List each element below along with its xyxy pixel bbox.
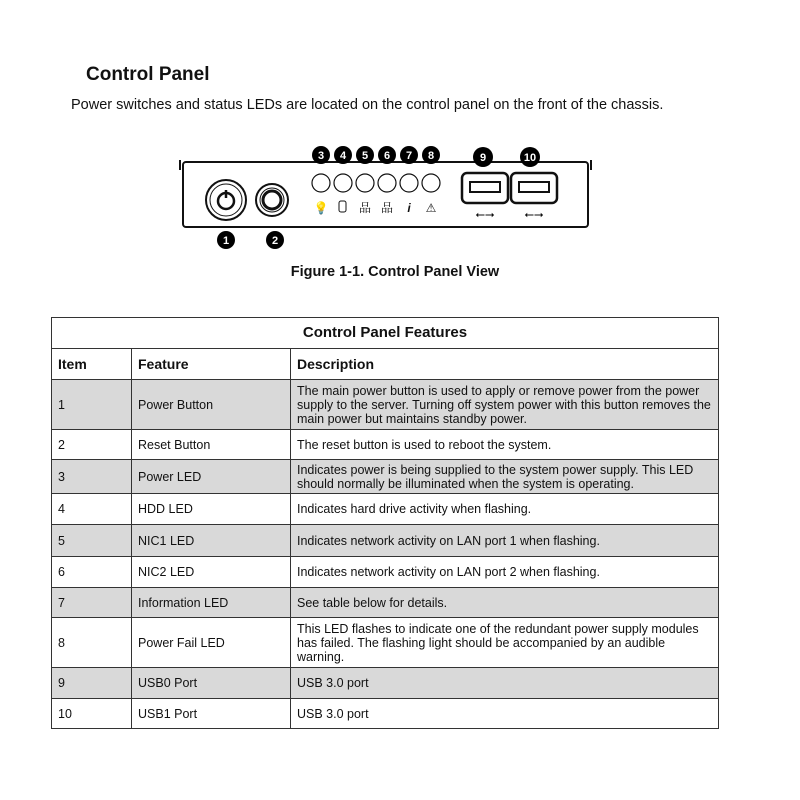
svg-text:8: 8 bbox=[427, 150, 435, 162]
svg-text:2: 2 bbox=[271, 235, 279, 247]
table-row bbox=[52, 430, 719, 460]
cell-desc: Indicates network activity on LAN port 2 when flashing. bbox=[291, 557, 719, 588]
header-feature: Feature bbox=[132, 349, 291, 380]
header-item: Item bbox=[52, 349, 132, 380]
cell-item: 2 bbox=[52, 430, 132, 460]
cell-feature: Power Fail LED bbox=[132, 618, 291, 668]
table-row bbox=[52, 618, 719, 668]
page-title: Control Panel bbox=[86, 64, 210, 85]
svg-text:7: 7 bbox=[405, 150, 413, 162]
power-fail-icon: ⚠ bbox=[425, 201, 437, 215]
svg-text:4: 4 bbox=[339, 150, 347, 162]
svg-text:5: 5 bbox=[361, 150, 369, 162]
network-icon: 品 bbox=[358, 201, 372, 215]
usb-icon: ⭠⭢ bbox=[524, 207, 544, 221]
cell-item: 1 bbox=[52, 380, 132, 430]
svg-text:3: 3 bbox=[317, 150, 325, 162]
table-row bbox=[52, 557, 719, 588]
cell-feature: Information LED bbox=[132, 588, 291, 618]
cell-feature: Power LED bbox=[132, 460, 291, 494]
table-row bbox=[52, 380, 719, 430]
cell-item: 3 bbox=[52, 460, 132, 494]
svg-text:9: 9 bbox=[479, 152, 487, 164]
cell-desc: USB 3.0 port bbox=[291, 699, 719, 729]
reset-button bbox=[256, 184, 288, 216]
table-row bbox=[52, 699, 719, 729]
power-button bbox=[206, 180, 246, 220]
features-table bbox=[51, 317, 719, 729]
table-row bbox=[52, 525, 719, 557]
cell-item: 6 bbox=[52, 557, 132, 588]
status-leds bbox=[312, 174, 440, 192]
info-icon: i bbox=[407, 201, 411, 215]
cell-item: 7 bbox=[52, 588, 132, 618]
cell-desc: USB 3.0 port bbox=[291, 668, 719, 699]
cell-item: 4 bbox=[52, 494, 132, 525]
hdd-icon bbox=[339, 201, 346, 212]
cell-item: 10 bbox=[52, 699, 132, 729]
cell-desc: Indicates network activity on LAN port 1 when flashing. bbox=[291, 525, 719, 557]
usb-icon: ⭠⭢ bbox=[475, 207, 495, 221]
cell-feature: NIC1 LED bbox=[132, 525, 291, 557]
cell-feature: Reset Button bbox=[132, 430, 291, 460]
cell-item: 9 bbox=[52, 668, 132, 699]
cell-item: 8 bbox=[52, 618, 132, 668]
svg-text:6: 6 bbox=[383, 150, 391, 162]
control-panel-figure bbox=[0, 140, 800, 260]
header-description: Description bbox=[291, 349, 719, 380]
cell-feature: HDD LED bbox=[132, 494, 291, 525]
cell-feature: NIC2 LED bbox=[132, 557, 291, 588]
cell-feature: USB1 Port bbox=[132, 699, 291, 729]
cell-desc: The reset button is used to reboot the system. bbox=[291, 430, 719, 460]
cell-item: 5 bbox=[52, 525, 132, 557]
table-row bbox=[52, 494, 719, 525]
table-row bbox=[52, 588, 719, 618]
usb-ports bbox=[462, 173, 557, 221]
cell-desc: The main power button is used to apply or remove power from the power supply to the server. Turning off system power with this button removes the main power but maintains standby power. bbox=[291, 380, 719, 430]
intro-text: Power switches and status LEDs are located on the control panel on the front of the chassis. bbox=[71, 97, 664, 113]
cell-desc: Indicates hard drive activity when flashing. bbox=[291, 494, 719, 525]
svg-text:1: 1 bbox=[222, 235, 230, 247]
svg-text:10: 10 bbox=[523, 152, 537, 164]
network-icon: 品 bbox=[380, 201, 394, 215]
cell-desc: This LED flashes to indicate one of the redundant power supply modules has failed. The flashing light should be accompanied by an audible warning. bbox=[291, 618, 719, 668]
power-led-icon: 💡 bbox=[313, 201, 329, 215]
figure-caption: Figure 1-1. Control Panel View bbox=[290, 264, 500, 280]
cell-desc: Indicates power is being supplied to the system power supply. This LED should normally be illuminated when the system is operating. bbox=[291, 460, 719, 494]
table-row bbox=[52, 668, 719, 699]
cell-desc: See table below for details. bbox=[291, 588, 719, 618]
cell-feature: Power Button bbox=[132, 380, 291, 430]
cell-feature: USB0 Port bbox=[132, 668, 291, 699]
table-row bbox=[52, 460, 719, 494]
table-caption: Control Panel Features bbox=[52, 318, 719, 349]
